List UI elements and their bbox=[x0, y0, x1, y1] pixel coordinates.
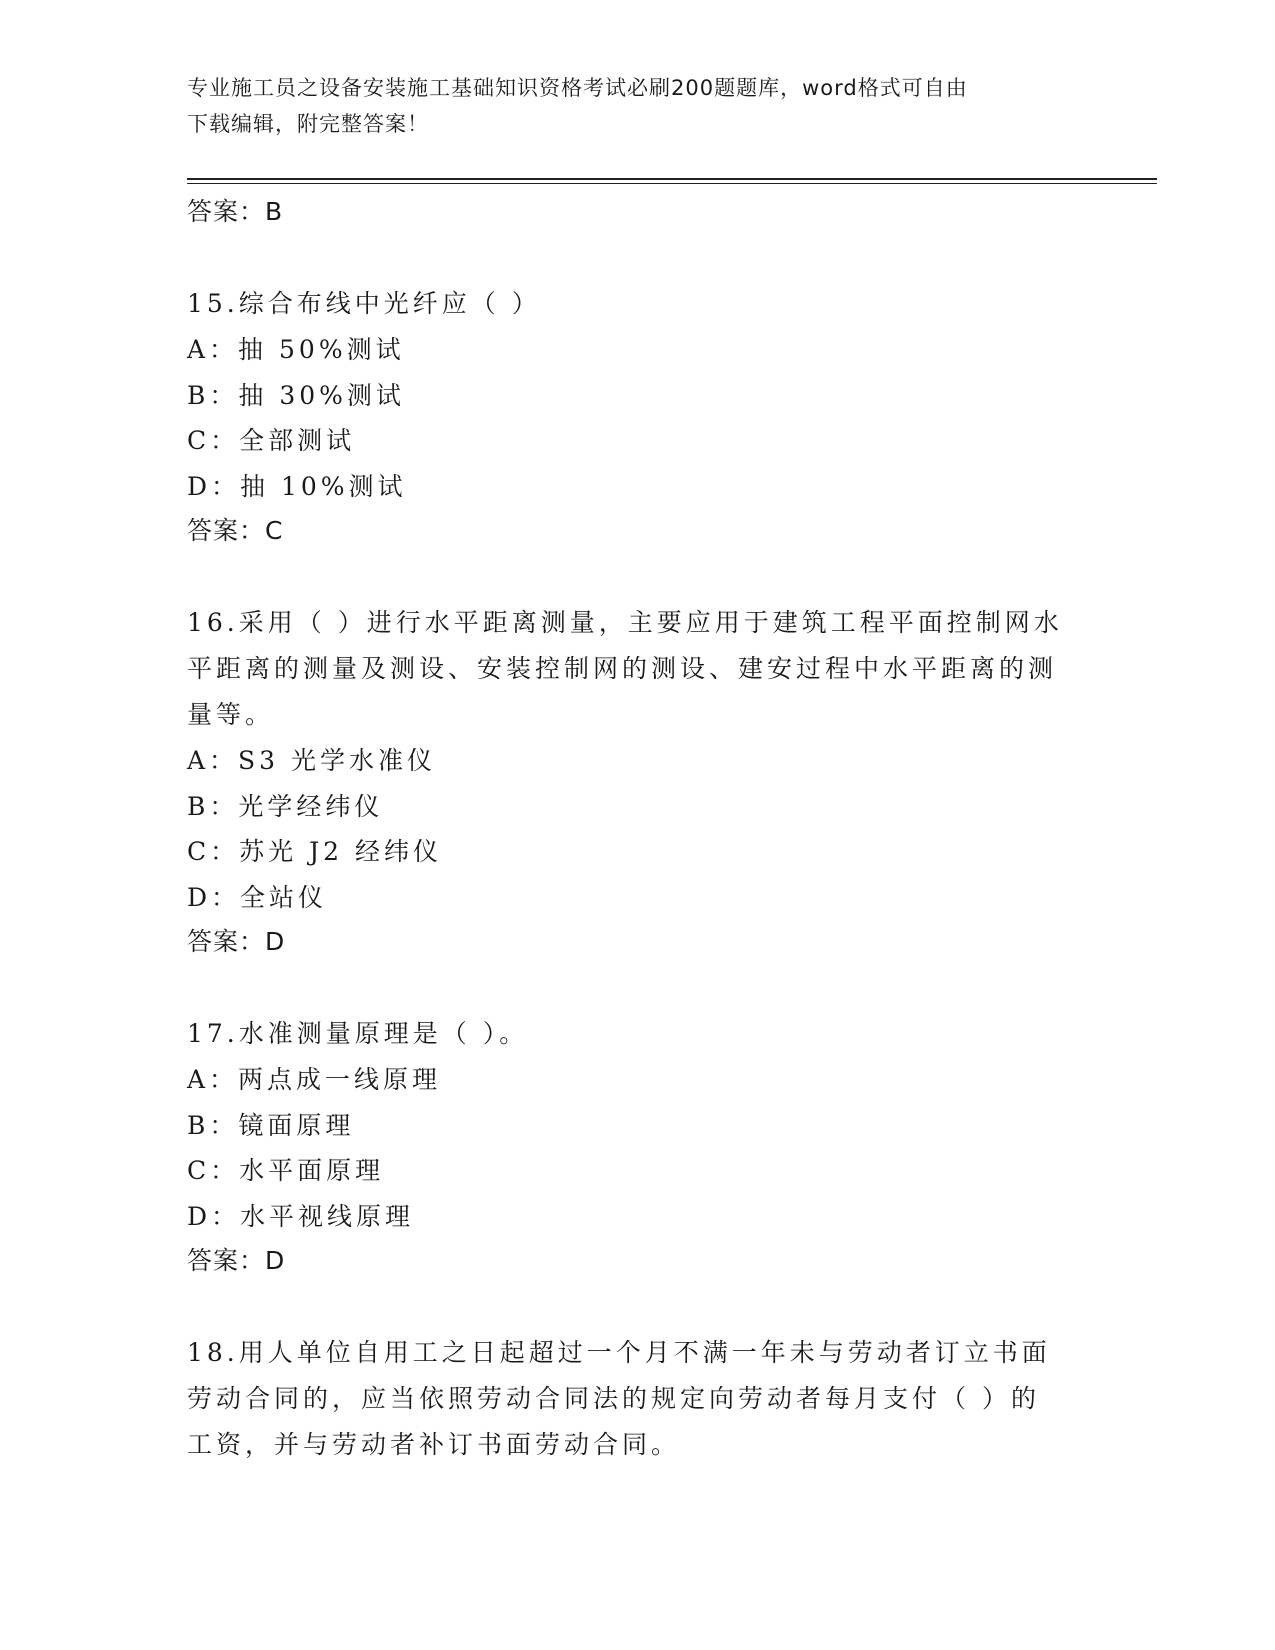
option-a: A：抽 50%测试 bbox=[187, 335, 405, 364]
option-c: C：水平面原理 bbox=[187, 1156, 385, 1185]
question-15 bbox=[187, 281, 1087, 553]
header-text bbox=[187, 70, 1067, 142]
answer: 答案：D bbox=[187, 1246, 286, 1275]
header-line-1: 专业施工员之设备安装施工基础知识资格考试必刷200题题库，word格式可自由 bbox=[187, 76, 968, 100]
question-text: 16.采用（ ）进行水平距离测量，主要应用于建筑工程平面控制网水平距离的测量及测设、安装控制网的测设、建安过程中水平距离的测量等。 bbox=[187, 608, 1063, 729]
option-d: D：水平视线原理 bbox=[187, 1201, 415, 1231]
option-b: B：光学经纬仪 bbox=[187, 791, 384, 821]
answer: 答案：C bbox=[187, 516, 284, 545]
question-text: 17.水准测量原理是（ ）。 bbox=[187, 1019, 529, 1048]
spacer bbox=[187, 553, 1087, 600]
question-17 bbox=[187, 1011, 1087, 1283]
option-d: D：抽 10%测试 bbox=[187, 471, 407, 501]
header-line-2: 下载编辑，附完整答案！ bbox=[187, 112, 429, 136]
document-body bbox=[187, 190, 1087, 1468]
question-18 bbox=[187, 1330, 1087, 1468]
header-rule-thin bbox=[187, 183, 1157, 184]
spacer bbox=[187, 1283, 1087, 1330]
question-16 bbox=[187, 600, 1087, 964]
option-b: B：镜面原理 bbox=[187, 1110, 355, 1140]
question-text: 18.用人单位自用工之日起超过一个月不满一年未与劳动者订立书面劳动合同的，应当依照劳动合同法的规定向劳动者每月支付（ ）的工资，并与劳动者补订书面劳动合同。 bbox=[187, 1338, 1051, 1459]
answer: 答案：D bbox=[187, 927, 286, 956]
option-a: A：两点成一线原理 bbox=[187, 1065, 442, 1094]
option-c: C：全部测试 bbox=[187, 426, 356, 455]
previous-answer: 答案：B bbox=[187, 197, 284, 226]
question-text: 15.综合布线中光纤应（ ） bbox=[187, 289, 541, 318]
spacer bbox=[187, 234, 1087, 281]
option-d: D：全站仪 bbox=[187, 882, 328, 912]
option-c: C：苏光 J2 经纬仪 bbox=[187, 837, 442, 866]
spacer bbox=[187, 964, 1087, 1011]
document-header bbox=[187, 70, 1157, 142]
header-rule bbox=[187, 178, 1157, 180]
option-a: A：S3 光学水准仪 bbox=[187, 746, 437, 775]
option-b: B：抽 30%测试 bbox=[187, 380, 405, 410]
